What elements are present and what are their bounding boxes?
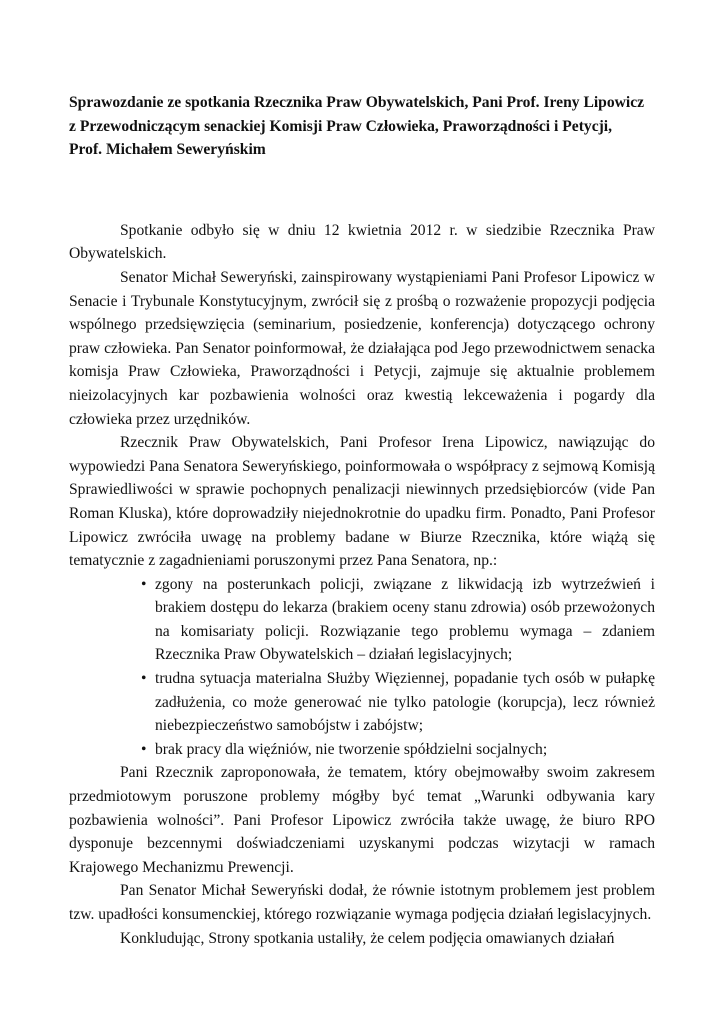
paragraph-senator-proposal: Senator Michał Seweryński, zainspirowany wystąpieniami Pani Profesor Lipowicz w Senacie i Trybunale Konstytucyjnym, zwrócił się z prośbą o rozważenie propozycji podjęcia wspólnego przedsięwzięcia (seminarium, posiedzenie, konferencja) dotyczącego ochrony praw człowieka. Pan Senator poinformował, że działająca pod Jego przewodnictwem senacka komisja Praw Człowieka, Praworządności i Petycji, zajmuje się aktualnie problemem nieizolacyjnych kar pozbawienia wolności oraz kwestią lekceważenia i pogardy dla człowieka przez urzędników. [69, 268, 655, 428]
list-item-text: trudna sytuacja materialna Służby Więziennej, popadanie tych osób w pułapkę zadłużenia, co może generować nie tylko patologie (korupcja), lecz również niebezpieczeństwo samobójstw i zabójstw; [155, 670, 655, 735]
paragraph-conclusion: Konkludując, Strony spotkania ustaliły, że celem podjęcia omawianych działań [120, 929, 615, 947]
title-line-2: z Przewodniczącym senackiej Komisji Praw Człowieka, Praworządności i Petycji, [69, 117, 613, 135]
list-item-text: brak pracy dla więźniów, nie tworzenie spółdzielni socjalnych; [155, 740, 548, 758]
title-line-3: Prof. Michałem Seweryńskim [69, 141, 266, 159]
paragraph-consumer-bankruptcy: Pan Senator Michał Seweryński dodał, że równie istotnym problemem jest problem tzw. upadłości konsumenckiej, którego rozwiązanie wymaga podjęcia działań legislacyjnych. [69, 882, 655, 923]
paragraph-meeting-date: Spotkanie odbyło się w dniu 12 kwietnia 2012 r. w siedzibie Rzecznika Praw Obywatelskich. [69, 221, 655, 263]
list-item [141, 667, 655, 738]
problem-list [69, 573, 655, 762]
document-title [69, 91, 655, 162]
list-item [141, 738, 655, 762]
title-line-1: Sprawozdanie ze spotkania Rzecznika Praw Obywatelskich, Pani Prof. Ireny Lipowicz [69, 94, 645, 111]
bullet-icon: • [141, 575, 147, 593]
bullet-icon: • [141, 670, 147, 688]
bullet-icon: • [141, 740, 147, 758]
document-body [69, 219, 655, 950]
document-page [69, 91, 655, 950]
paragraph-proposed-topic: Pani Rzecznik zaproponowała, że tematem, który obejmowałby swoim zakresem przedmiotowym poruszone problemy mógłby być temat „Warunki odbywania kary pozbawienia wolności”. Pani Profesor Lipowicz zwróciła także uwagę, że biuro RPO dysponuje bezcennymi doświadczeniami uzyskanymi podczas wizytacji w ramach Krajowego Mechanizmu Prewencji. [69, 764, 655, 876]
list-item [141, 573, 655, 667]
paragraph-rpo-response: Rzecznik Praw Obywatelskich, Pani Profesor Irena Lipowicz, nawiązując do wypowiedzi Pana Senatora Seweryńskiego, poinformowała o współpracy z sejmową Komisją Sprawiedliwości w sprawie pochopnych penalizacji niewinnych przedsiębiorców (vide Pan Roman Kluska), które doprowadziły niejednokrotnie do upadku firm. Ponadto, Pani Profesor Lipowicz zwróciła uwagę na problemy badane w Biurze Rzecznika, które wiążą się tematycznie z zagadnieniami poruszonymi przez Pana Senatora, np.: [69, 434, 655, 570]
list-item-text: zgony na posterunkach policji, związane z likwidacją izb wytrzeźwień i brakiem dostępu do lekarza (brakiem oceny stanu zdrowia) osób przewożonych na komisariaty policji. Rozwiązanie tego problemu wymaga – zdaniem Rzecznika Praw Obywatelskich – działań legislacyjnych; [155, 575, 655, 664]
